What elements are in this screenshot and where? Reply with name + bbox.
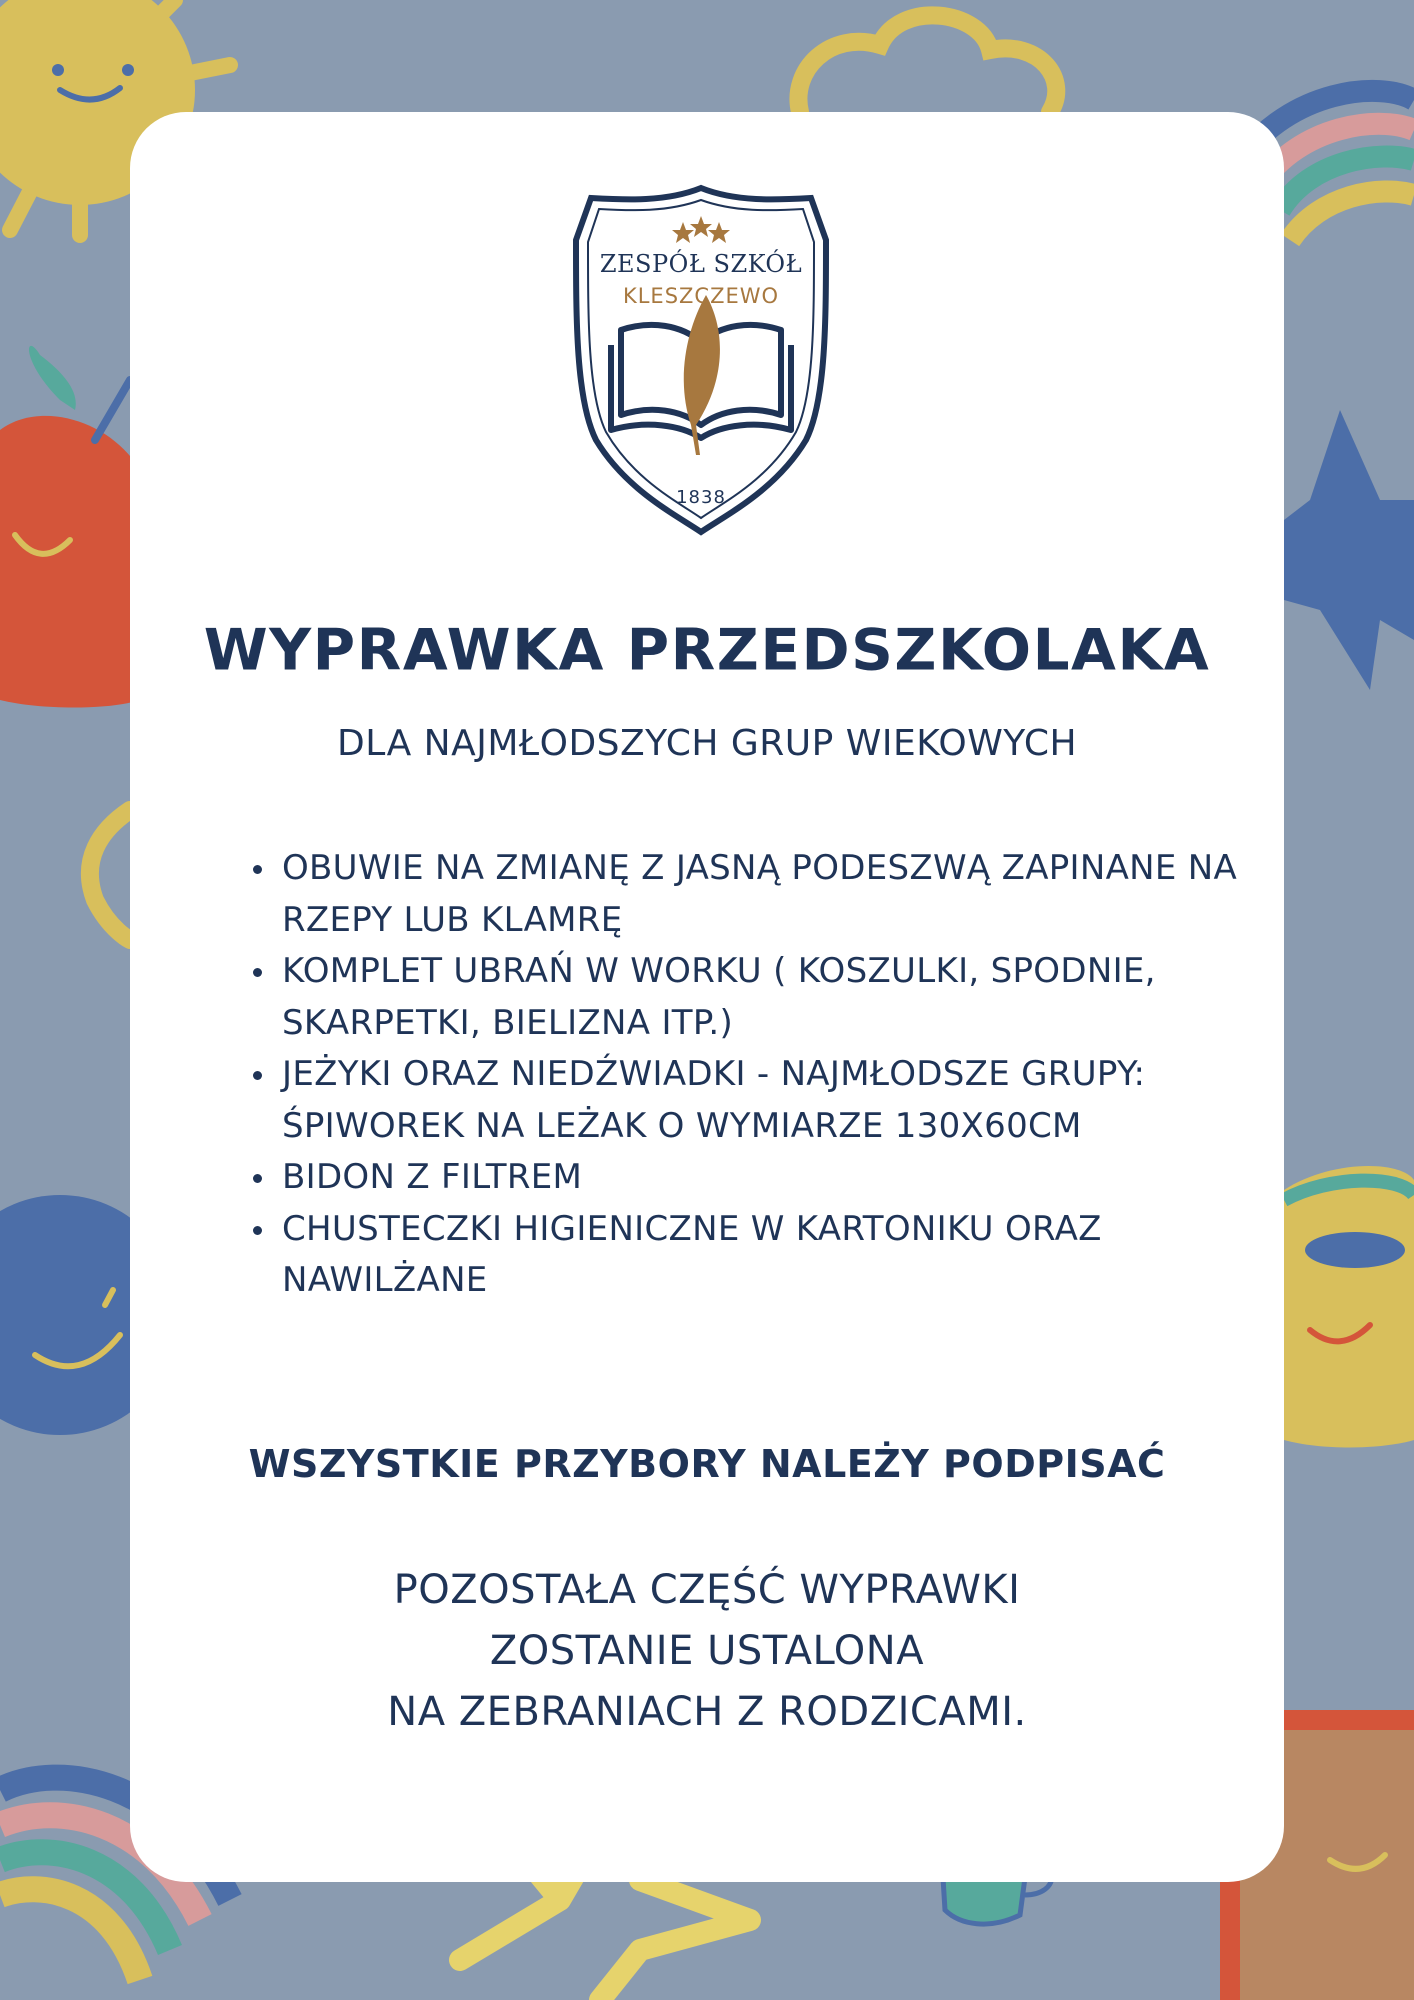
label-note: WSZYSTKIE PRZYBORY NALEŻY PODPISAĆ	[248, 1442, 1166, 1486]
footer-line: NA ZEBRANIACH Z RODZICAMI.	[387, 1689, 1027, 1735]
list-item: • CHUSTECZKI HIGIENICZNE W KARTONIKU ORAZ NAWILŻANE	[278, 1204, 1238, 1307]
flower-blob-icon	[798, 15, 1056, 112]
supplies-list	[230, 843, 1238, 1307]
list-item: • OBUWIE NA ZMIANĘ Z JASNĄ PODESZWĄ ZAPINANE NA RZEPY LUB KLAMRĘ	[278, 843, 1238, 946]
footer-text	[130, 1560, 1284, 1743]
apple-icon	[0, 346, 140, 708]
list-item: • BIDON Z FILTREM	[278, 1152, 1238, 1204]
mug-icon	[1284, 1166, 1414, 1447]
school-crest-icon	[566, 180, 836, 540]
footer-line: ZOSTANIE USTALONA	[489, 1628, 925, 1674]
star-icon	[1284, 410, 1414, 690]
logo-school-location: KLESZCZEWO	[622, 284, 780, 308]
logo-year: 1838	[676, 487, 726, 508]
page-title: WYPRAWKA PRZEDSZKOLAKA	[203, 616, 1211, 684]
list-item: • JEŻYKI ORAZ NIEDŹWIADKI - NAJMŁODSZE GRUPY: ŚPIWOREK NA LEŻAK O WYMIARZE 130X60CM	[278, 1049, 1238, 1152]
footer-line: POZOSTAŁA CZĘŚĆ WYPRAWKI	[393, 1567, 1021, 1613]
logo-school-name: ZESPÓŁ SZKÓŁ	[599, 250, 803, 278]
page-subtitle: DLA NAJMŁODSZYCH GRUP WIEKOWYCH	[336, 723, 1078, 764]
swirl-icon	[90, 810, 130, 940]
list-item: • KOMPLET UBRAŃ W WORKU ( KOSZULKI, SPODNIE, SKARPETKI, BIELIZNA ITP.)	[278, 946, 1238, 1049]
